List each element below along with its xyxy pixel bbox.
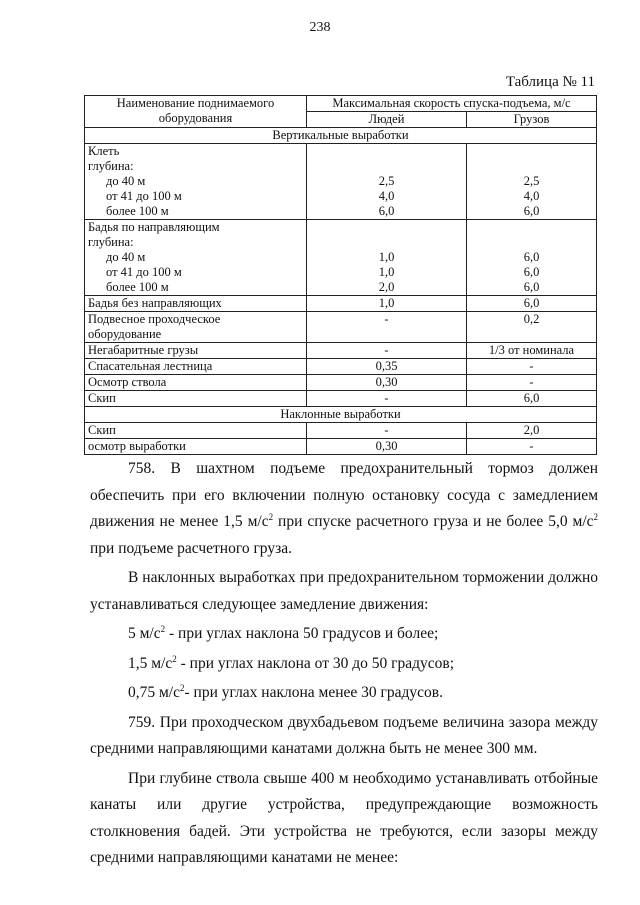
table-row: Бадья по направляющим глубина: до 40 м от 41 до 100 м более 100 м 1,0 1,0 2,0 6,0 6,0 6,0	[85, 220, 597, 296]
table-row: Скип - 2,0	[85, 423, 597, 439]
body-text	[90, 456, 598, 875]
header-cargo: Грузов	[467, 112, 597, 128]
table-caption: Таблица № 11	[505, 74, 595, 90]
table-row: Бадья без направляющих 1,0 6,0	[85, 296, 597, 312]
table-row: осмотр выработки 0,30 -	[85, 439, 597, 455]
speed-table	[84, 95, 597, 455]
header-people: Людей	[307, 112, 467, 128]
header-speed-group: Максимальная скорость спуска-подъема, м/с	[307, 96, 597, 112]
table-row: Спасательная лестница 0,35 -	[85, 359, 597, 375]
paragraph: 758. В шахтном подъеме предохранительный тормоз должен обеспечить при его включении полную остановку сосуда с замедлением движения не менее 1,5 $м/с^2$ при спуске расчетного груза и не более 5,0 $м/с^2$ при подъеме расчетного груза.	[90, 460, 599, 557]
table-row: Скип - 6,0	[85, 391, 597, 407]
paragraph: 1,5 $м/с^2$ - при углах наклона от 30 до 50 градусов;	[128, 653, 455, 672]
table-row: Осмотр ствола 0,30 -	[85, 375, 597, 391]
paragraph: 759. При проходческом двухбадьевом подъеме величина зазора между средними направляющими канатами должна быть не менее 300 мм.	[90, 713, 598, 757]
section-title: Вертикальные выработки	[85, 128, 597, 144]
table-row: Негабаритные грузы - 1/3 от номинала	[85, 343, 597, 359]
paragraph: При глубине ствола свыше 400 м необходимо устанавливать отбойные канаты или другие устройства, предупреждающие возможность столкновения бадей. Эти устройства не требуются, если зазоры между средними направляющими канатами не менее:	[90, 769, 598, 866]
table-row: Подвесное проходческое оборудование - 0,2	[85, 312, 597, 343]
page-number: 238	[309, 20, 331, 35]
paragraph: 5 $м/с^2$ - при углах наклона 50 градусов и более;	[128, 623, 439, 642]
paragraph: 0,75 $м/с^2-$ при углах наклона менее 30 градусов.	[128, 682, 443, 701]
header-equipment: Наименование поднимаемого оборудования	[85, 96, 307, 128]
section-title: Наклонные выработки	[85, 407, 597, 423]
table-row: Клеть глубина: до 40 м от 41 до 100 м более 100 м 2,5 4,0 6,0 2,5 4,0 6,0	[85, 144, 597, 220]
table-body	[85, 128, 597, 455]
paragraph: В наклонных выработках при предохранительном торможении должно устанавливаться следующее замедление движения:	[90, 569, 598, 613]
